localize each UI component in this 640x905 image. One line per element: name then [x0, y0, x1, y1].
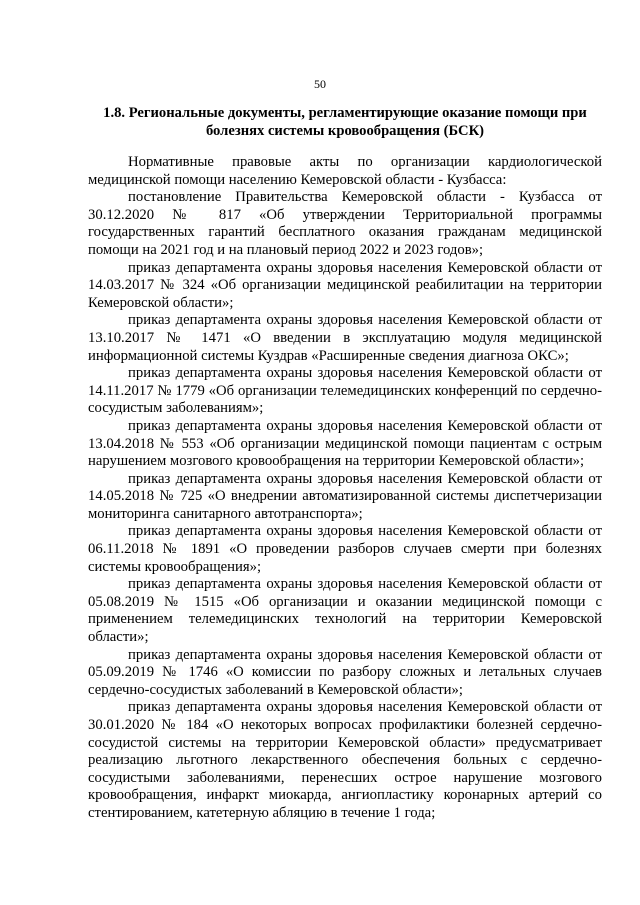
paragraph-order-184: приказ департамента охраны здоровья населения Кемеровской области от 30.01.2020 № 184 «О некоторых вопросах профилактики болезней сердечно-сосудистой системы на территории Кемеровской области» предусматривает реализацию льготного лекарственного обеспечения больных с сердечно-сосудистыми заболеваниями, перенесших острое нарушение мозгового кровообращения, инфаркт миокарда, ангиопластику коронарных артерий со стентированием, катетерную абляцию в течение 1 года;: [88, 699, 602, 821]
paragraph-order-324: приказ департамента охраны здоровья населения Кемеровской области от 14.03.2017 № 324 «Об организации медицинской реабилитации на территории Кемеровской области»;: [88, 259, 602, 311]
paragraph-order-725: приказ департамента охраны здоровья населения Кемеровской области от 14.05.2018 № 725 «О внедрении автоматизированной системы диспетчеризации мониторинга санитарного автотранспорта»;: [88, 470, 602, 522]
paragraph-order-1471: приказ департамента охраны здоровья населения Кемеровской области от 13.10.2017 № 1471 «О введении в эксплуатацию модуля медицинской информационной системы Куздрав «Расширенные сведения диагноза ОКС»;: [88, 312, 602, 364]
paragraph-order-1779: приказ департамента охраны здоровья населения Кемеровской области от 14.11.2017 № 1779 «Об организации телемедицинских конференций по сердечно-сосудистым заболеваниям»;: [88, 365, 602, 417]
page-number: 50: [314, 77, 326, 91]
paragraph-order-553: приказ департамента охраны здоровья населения Кемеровской области от 13.04.2018 № 553 «Об организации медицинской помощи пациентам с острым нарушением мозгового кровообращения на территории Кемеровской области»;: [88, 417, 602, 470]
document-body: [88, 154, 602, 823]
paragraph-resolution-817: постановление Правительства Кемеровской области - Кузбасса от 30.12.2020 № 817 «Об утверждении Территориальной программы государственных гарантий бесплатного оказания гражданам медицинской помощи на 2021 год и на плановый период 2022 и 2023 годов»;: [88, 189, 602, 258]
paragraph-order-1891: приказ департамента охраны здоровья населения Кемеровской области от 06.11.2018 № 1891 «О проведении разборов случаев смерти при болезнях системы кровообращения»;: [88, 523, 602, 575]
paragraph-order-1746: приказ департамента охраны здоровья населения Кемеровской области от 05.09.2019 № 1746 «О комиссии по разбору сложных и летальных случаев сердечно-сосудистых заболеваний в Кемеровской области»;: [88, 646, 602, 698]
section-heading: 1.8. Региональные документы, регламентирующие оказание помощи при болезнях системы кровообращения (БСК): [103, 105, 587, 139]
paragraph-order-1515: приказ департамента охраны здоровья населения Кемеровской области от 05.08.2019 № 1515 «Об организации и оказании медицинской помощи с применением телемедицинских технологий на территории Кемеровской области»;: [88, 576, 602, 646]
paragraph-intro: Нормативные правовые акты по организации кардиологической медицинской помощи населению Кемеровской области - Кузбасса:: [88, 154, 602, 188]
